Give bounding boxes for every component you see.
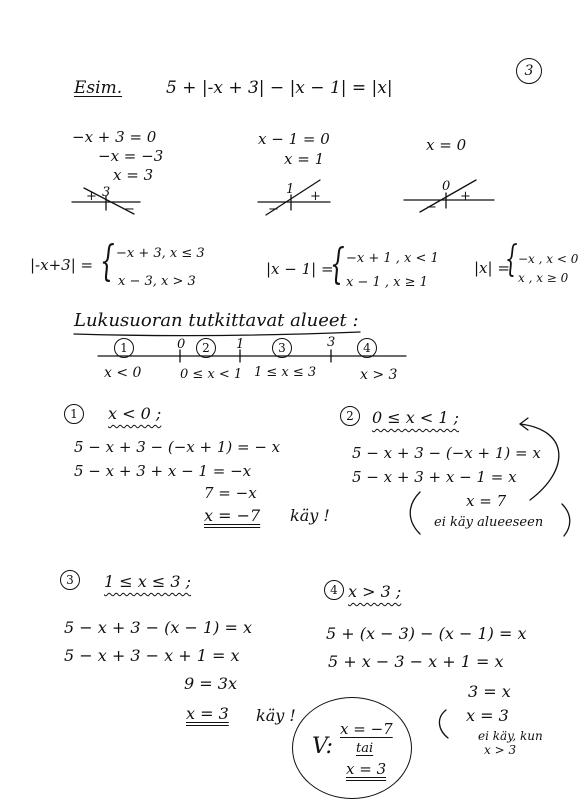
sign-3-curve <box>420 180 476 215</box>
region-3-label: 1 ≤ x ≤ 3 <box>254 365 317 380</box>
case-3-line-3: 9 = 3x <box>184 674 237 693</box>
piecewise-1-a: −x + 3, x ≤ 3 <box>116 246 205 261</box>
sign-1-plus: + <box>86 189 97 204</box>
critical-1-line-2: −x = −3 <box>98 147 164 165</box>
critical-1-line-1: −x + 3 = 0 <box>72 128 157 146</box>
piecewise-3-a: −x , x < 0 <box>518 252 579 266</box>
critical-2-line-2: x = 1 <box>284 150 325 168</box>
case-1-number: 1 <box>64 404 88 424</box>
answer-x-1: x = −7 <box>340 720 393 738</box>
case-4-result: x = 3 <box>466 706 509 725</box>
case-2-note: ei käy alueeseen <box>434 515 544 530</box>
region-4-label: x > 3 <box>360 367 398 383</box>
case-4-line-1: 5 + (x − 3) − (x − 1) = x <box>326 624 527 643</box>
sign-3-minus: − <box>426 200 437 215</box>
critical-3-line-1: x = 0 <box>426 136 467 154</box>
case-3-result: x = 3 <box>186 704 229 723</box>
case-4-line-2: 5 + x − 3 − x + 1 = x <box>328 652 504 671</box>
case-2-number: 2 <box>340 406 364 426</box>
case-2-line-1: 5 − x + 3 − (−x + 1) = x <box>352 444 541 462</box>
case-2-line-3: x = 7 <box>466 492 507 510</box>
piecewise-1-lhs: |-x+3| = <box>30 256 94 274</box>
sign-2-plus: + <box>310 189 321 204</box>
example-label: Esim. <box>74 78 123 98</box>
region-2-number: 2 <box>196 338 220 358</box>
sign-3-point: 0 <box>442 179 451 194</box>
case-2-bracket-right <box>562 504 570 536</box>
case-1-line-2: 5 − x + 3 + x − 1 = −x <box>74 462 252 480</box>
region-4-number: 4 <box>357 338 381 358</box>
piecewise-2-b: x − 1 , x ≥ 1 <box>346 275 428 290</box>
case-2-title: 0 ≤ x < 1 ; <box>372 408 460 427</box>
brace-1: { <box>100 236 115 285</box>
piecewise-3-b: x , x ≥ 0 <box>518 271 569 285</box>
answer-or: tai <box>356 741 374 756</box>
sign-2-curve <box>266 180 320 215</box>
case-4-note-1: ei käy, kun <box>478 729 543 743</box>
piecewise-2-a: −x + 1 , x < 1 <box>346 251 439 266</box>
critical-1-line-3: x = 3 <box>113 166 154 184</box>
critical-2-line-1: x − 1 = 0 <box>258 130 330 148</box>
case-4-title: x > 3 ; <box>348 582 402 601</box>
sign-2-point: 1 <box>286 182 295 197</box>
case-2-line-2: 5 − x + 3 + x − 1 = x <box>352 468 517 486</box>
case-3-number: 3 <box>60 570 84 590</box>
region-1-label: x < 0 <box>104 365 142 381</box>
sign-2-minus: − <box>268 202 279 217</box>
case-1-note: käy ! <box>290 506 330 525</box>
brace-3: { <box>505 239 518 280</box>
tick-label-3: 3 <box>327 335 336 350</box>
case-1-title: x < 0 ; <box>108 404 162 423</box>
tick-label-1: 1 <box>236 337 245 352</box>
sign-1-point: 3 <box>102 185 111 200</box>
case-4-number: 4 <box>324 580 348 600</box>
sign-1-curve <box>84 185 135 217</box>
answer-x-2: x = 3 <box>346 760 387 778</box>
case-3-line-2: 5 − x + 3 − x + 1 = x <box>64 646 240 665</box>
answer-v-label: V: <box>312 734 334 759</box>
case-3-note: käy ! <box>256 706 296 725</box>
case-4-line-3: 3 = x <box>468 682 511 701</box>
region-3-number: 3 <box>272 338 296 358</box>
case-4-bracket <box>439 710 448 738</box>
case-2-bracket <box>410 492 420 534</box>
case-1-result: x = −7 <box>204 506 261 525</box>
brace-2: { <box>330 239 345 288</box>
region-1-number: 1 <box>114 338 138 358</box>
piecewise-2-lhs: |x − 1| = <box>266 260 334 278</box>
tick-label-0: 0 <box>177 337 186 352</box>
page-number: 3 <box>516 58 542 84</box>
piecewise-1-b: x − 3, x > 3 <box>118 274 196 289</box>
sign-1-minus: − <box>124 202 135 217</box>
main-equation: 5 + |-x + 3| − |x − 1| = |x| <box>166 78 393 98</box>
sign-3-plus: + <box>460 189 471 204</box>
case-1-line-3: 7 = −x <box>204 484 257 502</box>
case-1-line-1: 5 − x + 3 − (−x + 1) = − x <box>74 438 281 456</box>
case-4-note-2: x > 3 <box>484 743 517 757</box>
case-2-arrow <box>520 424 559 500</box>
numberline-title-underline <box>74 332 360 336</box>
case-3-title: 1 ≤ x ≤ 3 ; <box>104 572 192 591</box>
piecewise-3-lhs: |x| = <box>474 259 510 277</box>
numberline-title: Lukusuoran tutkittavat alueet : <box>74 310 359 331</box>
case-3-line-1: 5 − x + 3 − (x − 1) = x <box>64 618 252 637</box>
region-2-label: 0 ≤ x < 1 <box>180 367 243 382</box>
